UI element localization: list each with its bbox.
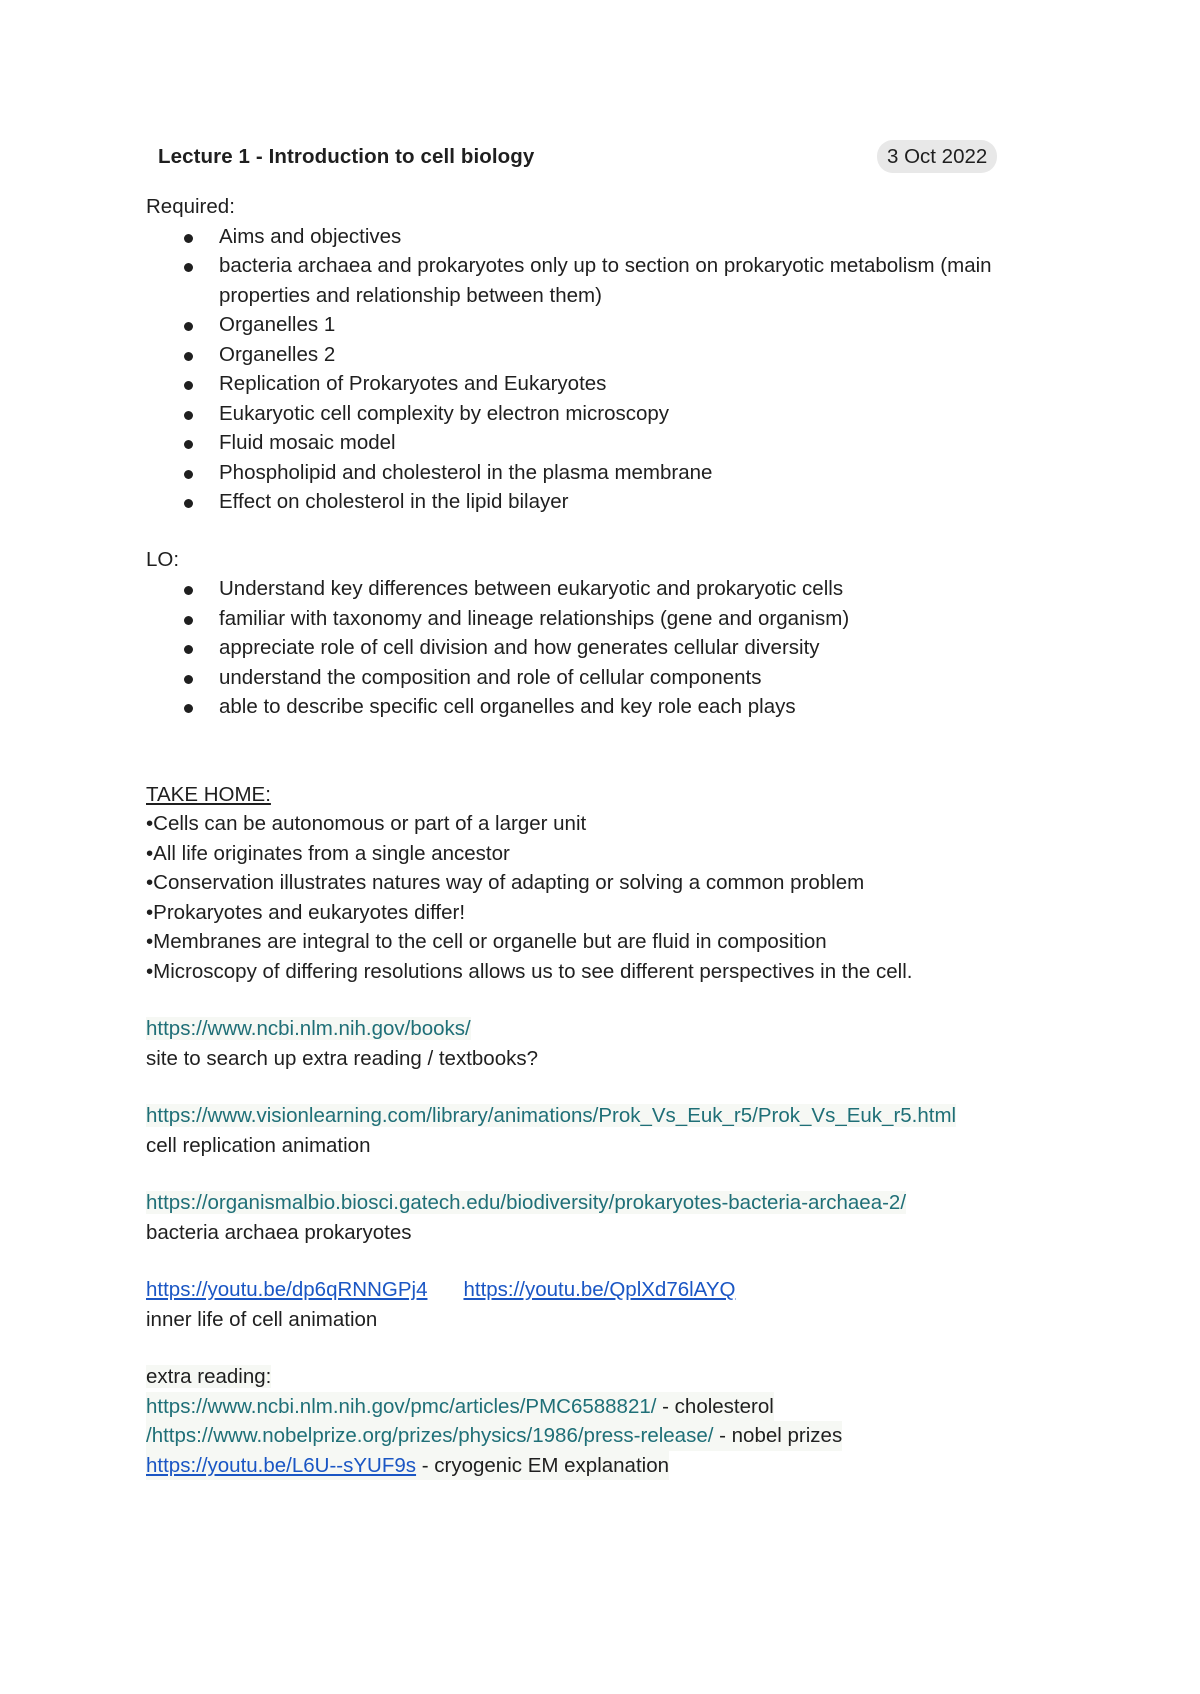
list-item: Phospholipid and cholesterol in the plasma membrane <box>146 458 1076 488</box>
extra-reading-suffix: - cryogenic EM explanation <box>416 1453 670 1477</box>
list-item: appreciate role of cell division and how generates cellular diversity <box>146 633 1076 663</box>
take-home-item: •Conservation illustrates natures way of adapting or solving a common problem <box>146 871 865 894</box>
bullet-icon <box>184 675 193 684</box>
list-item: Replication of Prokaryotes and Eukaryotes <box>146 369 1076 399</box>
take-home-item: •Membranes are integral to the cell or organelle but are fluid in composition <box>146 930 827 953</box>
resource-note: cell replication animation <box>146 1133 371 1157</box>
lo-list <box>146 574 1076 722</box>
list-item-continuation: properties and relationship between them) <box>219 283 602 307</box>
youtube-link-1[interactable]: https://youtu.be/dp6qRNNGPj4 <box>146 1278 428 1301</box>
ncbi-pmc-link[interactable]: https://www.ncbi.nlm.nih.gov/pmc/articles/PMC6588821/ <box>146 1394 657 1418</box>
list-item: Organelles 1 <box>146 310 1076 340</box>
title-row <box>146 140 1076 182</box>
take-home-item: •Prokaryotes and eukaryotes differ! <box>146 900 466 924</box>
bullet-icon <box>184 645 193 654</box>
youtube-link-2[interactable]: https://youtu.be/QplXd76lAYQ <box>463 1278 736 1301</box>
extra-reading-suffix: - cholesterol <box>656 1394 774 1418</box>
required-list <box>146 222 1076 517</box>
lo-label: LO: <box>146 547 180 571</box>
take-home-item: •Cells can be autonomous or part of a larger unit <box>146 812 587 835</box>
bullet-icon <box>184 499 193 508</box>
take-home-label: TAKE HOME: <box>146 782 271 806</box>
bullet-icon <box>184 352 193 361</box>
list-item: able to describe specific cell organelles and key role each plays <box>146 692 1076 722</box>
list-item: Understand key differences between eukaryotic and prokaryotic cells <box>146 574 1076 604</box>
required-label: Required: <box>146 195 235 218</box>
visionlearning-link[interactable]: https://www.visionlearning.com/library/animations/Prok_Vs_Euk_r5/Prok_Vs_Euk_r5.html <box>146 1104 957 1127</box>
bullet-icon <box>184 616 193 625</box>
date-chip[interactable]: 3 Oct 2022 <box>877 140 997 173</box>
take-home-item: •All life originates from a single ancestor <box>146 841 510 865</box>
cryo-em-youtube-link[interactable]: https://youtu.be/L6U--sYUF9s <box>146 1453 417 1477</box>
bullet-icon <box>184 704 193 713</box>
bullet-icon <box>184 322 193 331</box>
take-home-item: •Microscopy of differing resolutions allows us to see different perspectives in the cell. <box>146 959 913 983</box>
bullet-icon <box>184 263 193 272</box>
nobelprize-link[interactable]: /https://www.nobelprize.org/prizes/physics/1986/press-release/ <box>146 1424 714 1447</box>
list-item: Organelles 2 <box>146 340 1076 370</box>
bullet-icon <box>184 586 193 595</box>
page-title: Lecture 1 - Introduction to cell biology <box>158 145 535 168</box>
list-item: understand the composition and role of cellular components <box>146 663 1076 693</box>
list-item: Fluid mosaic model <box>146 428 1076 458</box>
list-item: bacteria archaea and prokaryotes only up to section on prokaryotic metabolism (main <box>146 251 1076 281</box>
list-item: Eukaryotic cell complexity by electron microscopy <box>146 399 1076 429</box>
extra-reading-suffix: - nobel prizes <box>713 1424 843 1447</box>
bullet-icon <box>184 234 193 243</box>
bullet-icon <box>184 440 193 449</box>
resource-note: bacteria archaea prokaryotes <box>146 1220 412 1244</box>
list-item: Aims and objectives <box>146 222 1076 252</box>
bullet-icon <box>184 381 193 390</box>
document-page <box>146 140 1076 1480</box>
extra-reading-label: extra reading: <box>146 1365 272 1388</box>
bullet-icon <box>184 411 193 420</box>
list-item: Effect on cholesterol in the lipid bilayer <box>146 487 1076 517</box>
ncbi-books-link[interactable]: https://www.ncbi.nlm.nih.gov/books/ <box>146 1017 471 1040</box>
video-note: inner life of cell animation <box>146 1307 378 1331</box>
gatech-link[interactable]: https://organismalbio.biosci.gatech.edu/biodiversity/prokaryotes-bacteria-archaea-2/ <box>146 1191 907 1214</box>
list-item: familiar with taxonomy and lineage relationships (gene and organism) <box>146 604 1076 634</box>
bullet-icon <box>184 470 193 479</box>
resource-note: site to search up extra reading / textbooks? <box>146 1046 539 1070</box>
